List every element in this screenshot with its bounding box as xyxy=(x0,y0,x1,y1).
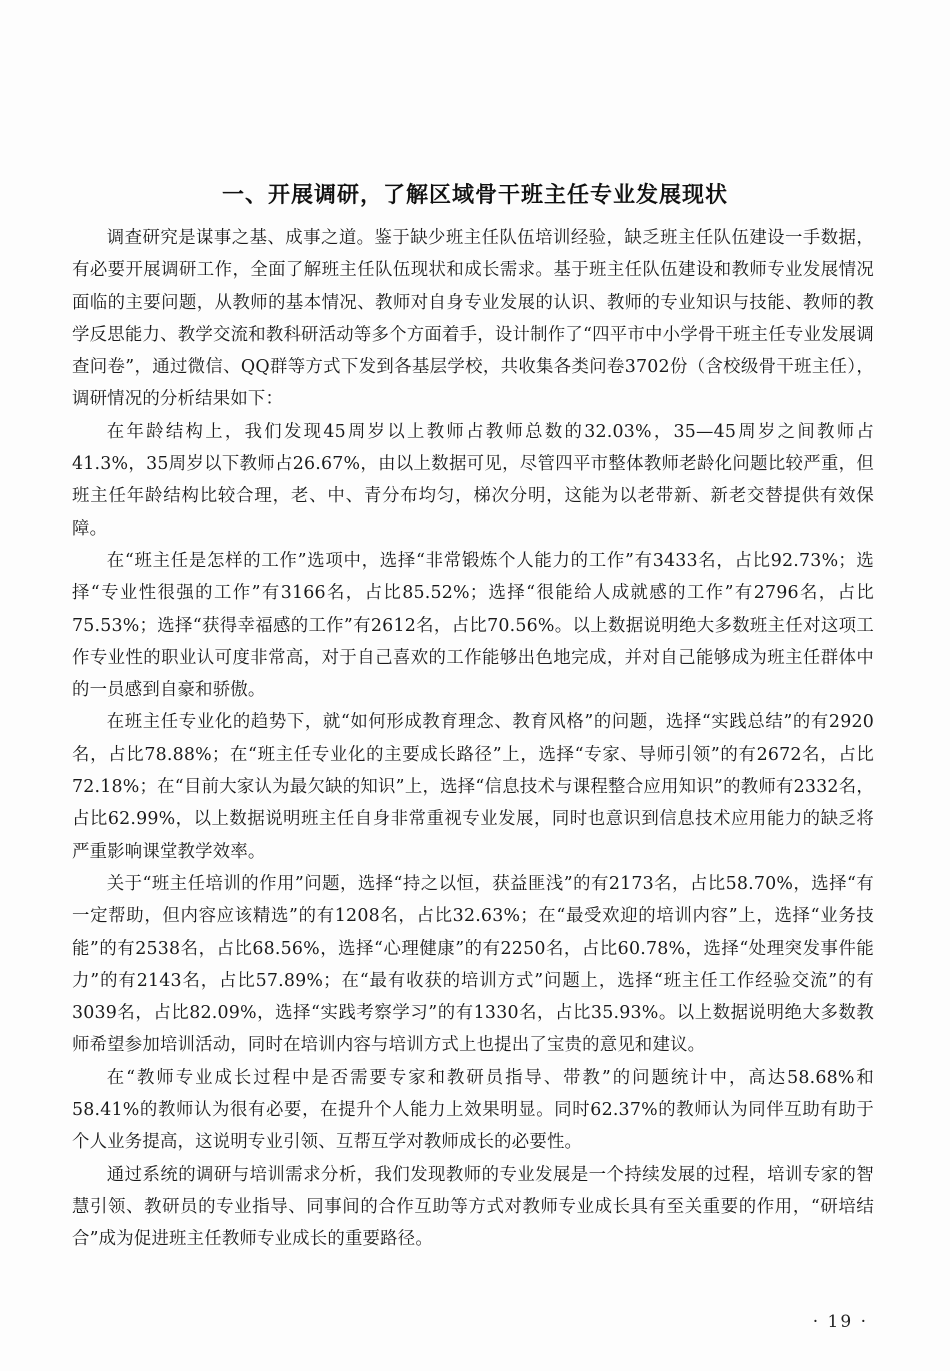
paragraph-job-perception: 在“班主任是怎样的工作”选项中，选择“非常锻炼个人能力的工作”有3433名，占比92.73%；选择“专业性很强的工作”有3166名，占比85.52%；选择“很能给人成就感的工作”有2796名，占比75.53%；选择“获得幸福感的工作”有2612名，占比70.56%。以上数据说明绝大多数班主任对这项工作专业性的职业认可度非常高，对于自己喜欢的工作能够出色地完成，并对自己能够成为班主任群体中的一员感到自豪和骄傲。 xyxy=(72,550,874,701)
paragraph-expert-guidance: 在“教师专业成长过程中是否需要专家和教研员指导、带教”的问题统计中，高达58.68%和58.41%的教师认为很有必要，在提升个人能力上效果明显。同时62.37%的教师认为同伴互助有助于个人业务提高，这说明专业引领、互帮互学对教师成长的必要性。 xyxy=(72,1067,874,1153)
paragraph-age-structure: 在年龄结构上，我们发现45周岁以上教师占教师总数的32.03%，35—45周岁之间教师占41.3%，35周岁以下教师占26.67%，由以上数据可见，尽管四平市整体教师老龄化问题比较严重，但班主任年龄结构比较合理，老、中、青分布均匀，梯次分明，这能为以老带新、新老交替提供有效保障。 xyxy=(72,421,874,539)
paragraph-professionalization: 在班主任专业化的趋势下，就“如何形成教育理念、教育风格”的问题，选择“实践总结”的有2920名，占比78.88%；在“班主任专业化的主要成长路径”上，选择“专家、导师引领”的有2672名，占比72.18%；在“目前大家认为最欠缺的知识”上，选择“信息技术与课程整合应用知识”的教师有2332名，占比62.99%，以上数据说明班主任自身非常重视专业发展，同时也意识到信息技术应用能力的缺乏将严重影响课堂教学效率。 xyxy=(72,712,874,862)
paragraph-training-role: 关于“班主任培训的作用”问题，选择“持之以恒，获益匪浅”的有2173名，占比58.70%，选择“有一定帮助，但内容应该精选”的有1208名，占比32.63%；在“最受欢迎的培训内容”上，选择“业务技能”的有2538名，占比68.56%，选择“心理健康”的有2250名，占比60.78%，选择“处理突发事件能力”的有2143名，占比57.89%；在“最有收获的培训方式”问题上，选择“班主任工作经验交流”的有3039名，占比82.09%，选择“实践考察学习”的有1330名，占比35.93%。以上数据说明绝大多数教师希望参加培训活动，同时在培训内容与培训方式上也提出了宝贵的意见和建议。 xyxy=(72,873,874,1056)
body-text xyxy=(72,222,874,1256)
section-heading: 一、开展调研，了解区域骨干班主任专业发展现状 xyxy=(221,183,728,209)
page-number: · 19 · xyxy=(812,1312,868,1332)
paragraph-survey-intro: 调查研究是谋事之基、成事之道。鉴于缺少班主任队伍培训经验，缺乏班主任队伍建设一手数据，有必要开展调研工作，全面了解班主任队伍现状和成长需求。基于班主任队伍建设和教师专业发展情况面临的主要问题，从教师的基本情况、教师对自身专业发展的认识、教师的专业知识与技能、教师的教学反思能力、教学交流和教科研活动等多个方面着手，设计制作了“四平市中小学骨干班主任专业发展调查问卷”，通过微信、QQ群等方式下发到各基层学校，共收集各类问卷3702份（含校级骨干班主任），调研情况的分析结果如下： xyxy=(72,228,874,410)
paragraph-conclusion: 通过系统的调研与培训需求分析，我们发现教师的专业发展是一个持续发展的过程，培训专家的智慧引领、教研员的专业指导、同事间的合作互助等方式对教师专业成长具有至关重要的作用，“研培结合”成为促进班主任教师专业成长的重要路径。 xyxy=(72,1164,874,1250)
